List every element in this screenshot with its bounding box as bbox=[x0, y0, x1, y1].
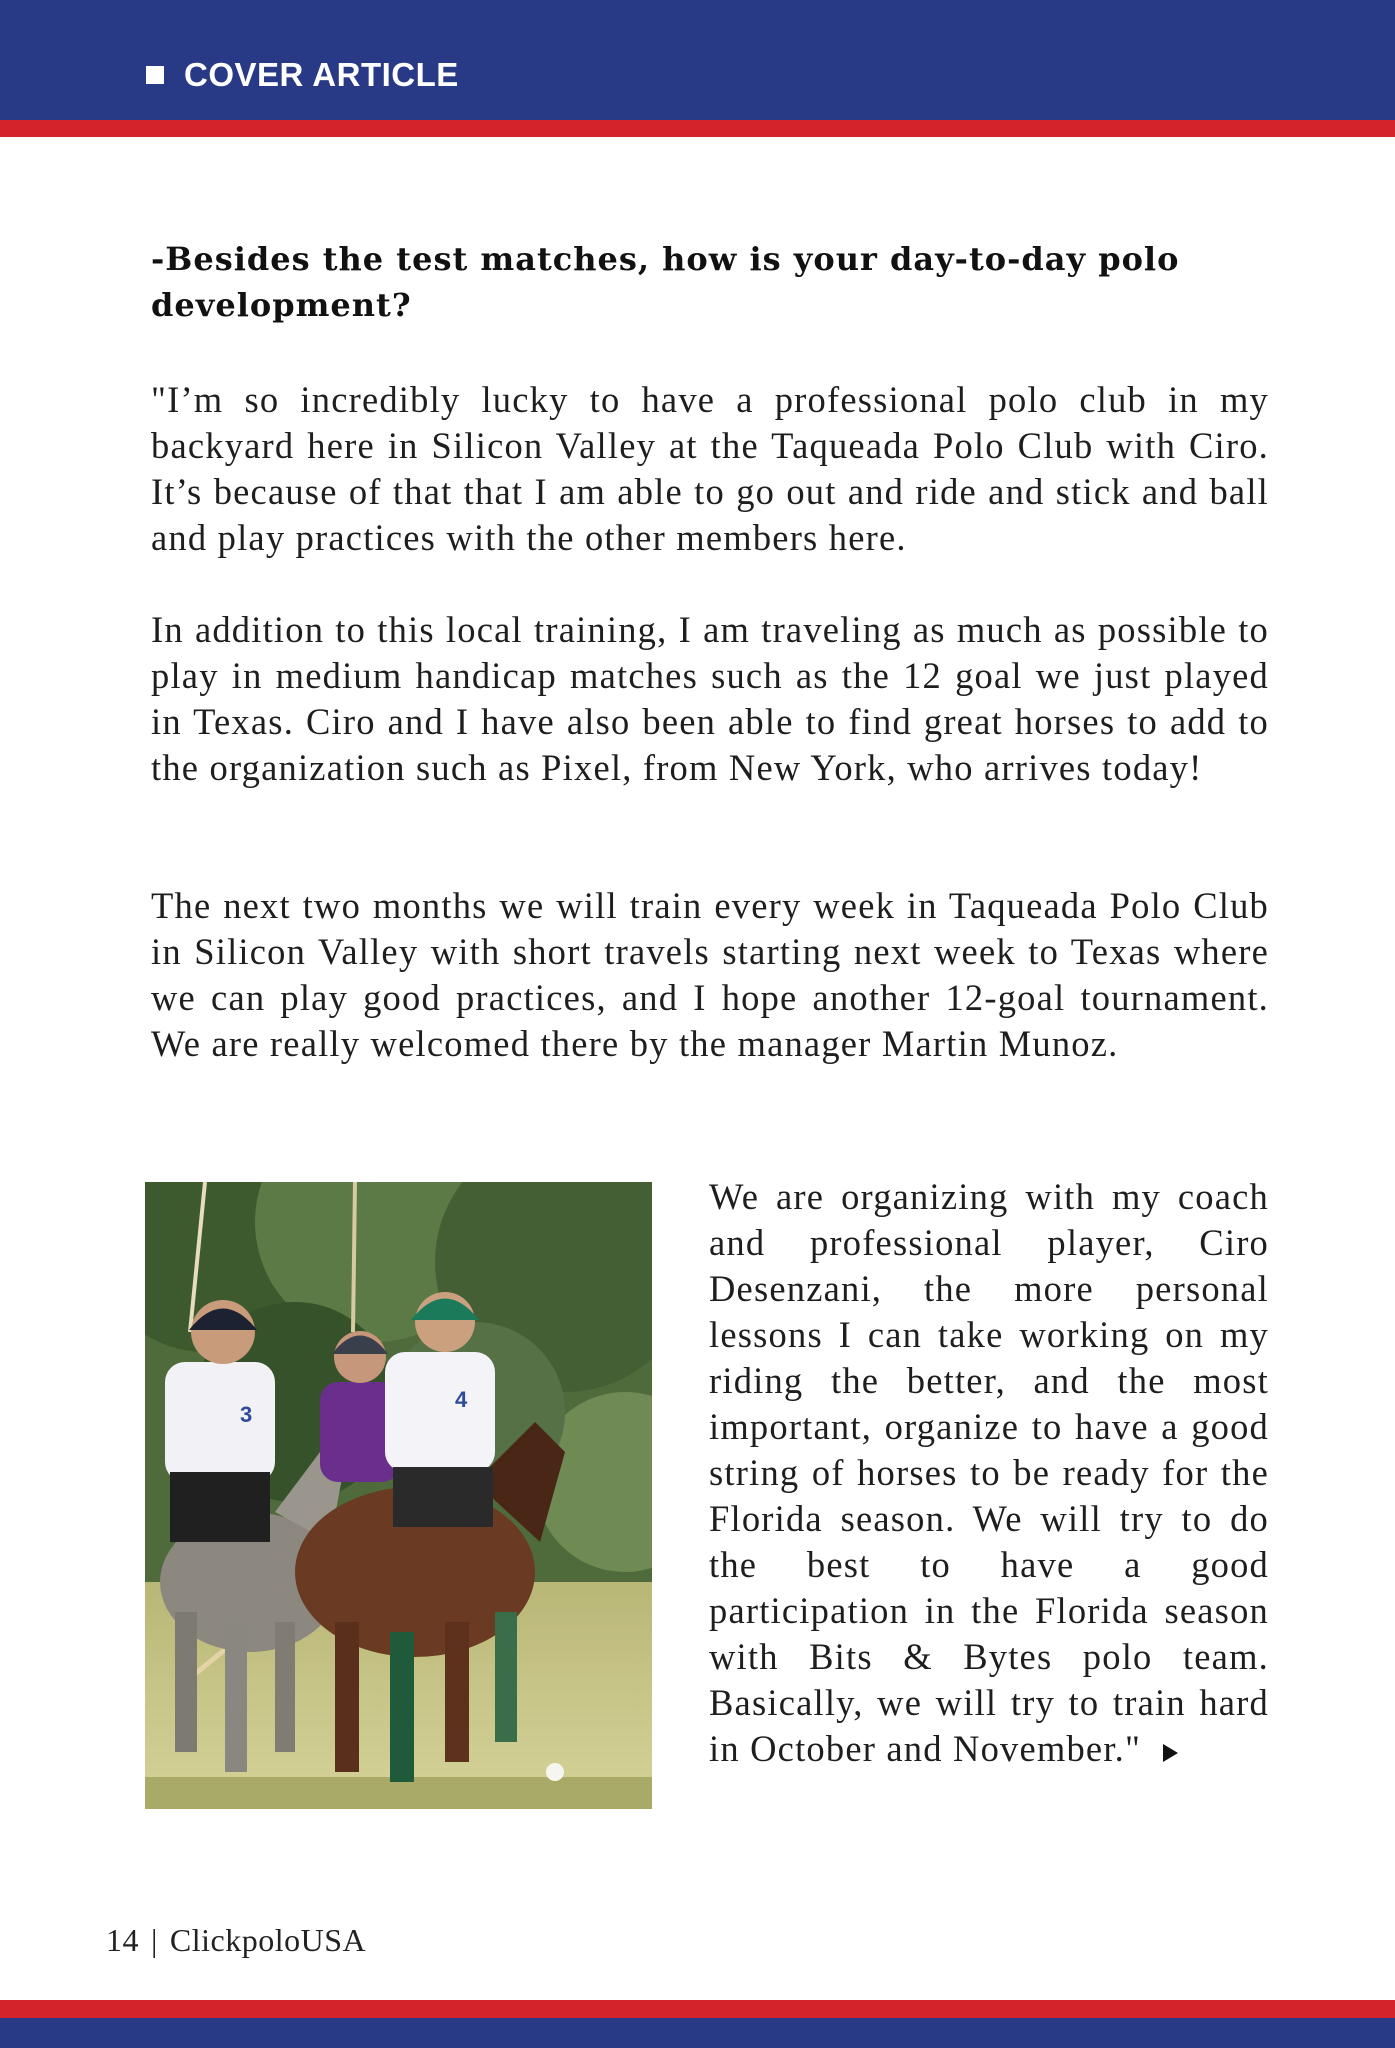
player-number-3: 3 bbox=[240, 1402, 253, 1427]
footer-separator: | bbox=[151, 1922, 158, 1958]
square-bullet-icon bbox=[146, 66, 164, 84]
answer-paragraph-3: The next two months we will train every week in Taqueada Polo Club in Silicon Valley with short travels starting next week to Texas where we can play good practices, and I hope another 12-goal tournament. We are really welcomed there by the manager Martin Munoz. bbox=[151, 885, 1269, 1064]
header-stripe bbox=[0, 120, 1395, 137]
footer-band bbox=[0, 2018, 1395, 2048]
section-label bbox=[146, 56, 459, 94]
answer-paragraph-1: "I’m so incredibly lucky to have a professional polo club in my backyard here in Silicon Valley at the Taqueada Polo Club with Ciro. It’s because of that that I am able to go out and ride and stick and ball and play practices with the other members here. bbox=[151, 379, 1269, 558]
side-paragraph bbox=[709, 1174, 1269, 1772]
section-title: COVER ARTICLE bbox=[184, 56, 459, 93]
side-paragraph-text: We are organizing with my coach and professional player, Ciro Desenzani, the more personal lessons I can take working on my riding the better, and the most important, organize to have a good string of horses to be ready for the Florida season. We will try to do the best to have a good participation in the Florida season with Bits & Bytes polo team. Basically, we will try to train hard in October and November." bbox=[709, 1176, 1269, 1769]
footer-stripe bbox=[0, 2000, 1395, 2018]
page-footer bbox=[106, 1922, 366, 1959]
play-arrow-icon bbox=[1163, 1744, 1178, 1762]
interview-question: -Besides the test matches, how is your day-to-day polo development? bbox=[151, 240, 1180, 324]
answer-paragraph-2: In addition to this local training, I am traveling as much as possible to play in medium handicap matches such as the 12 goal we just played in Texas. Ciro and I have also been able to find great horses to add to the organization such as Pixel, from New York, who arrives today! bbox=[151, 609, 1269, 788]
publication-name: ClickpoloUSA bbox=[169, 1922, 367, 1958]
page-number: 14 bbox=[106, 1922, 139, 1958]
polo-match-photo bbox=[145, 1182, 652, 1809]
player-number-4: 4 bbox=[455, 1387, 468, 1412]
